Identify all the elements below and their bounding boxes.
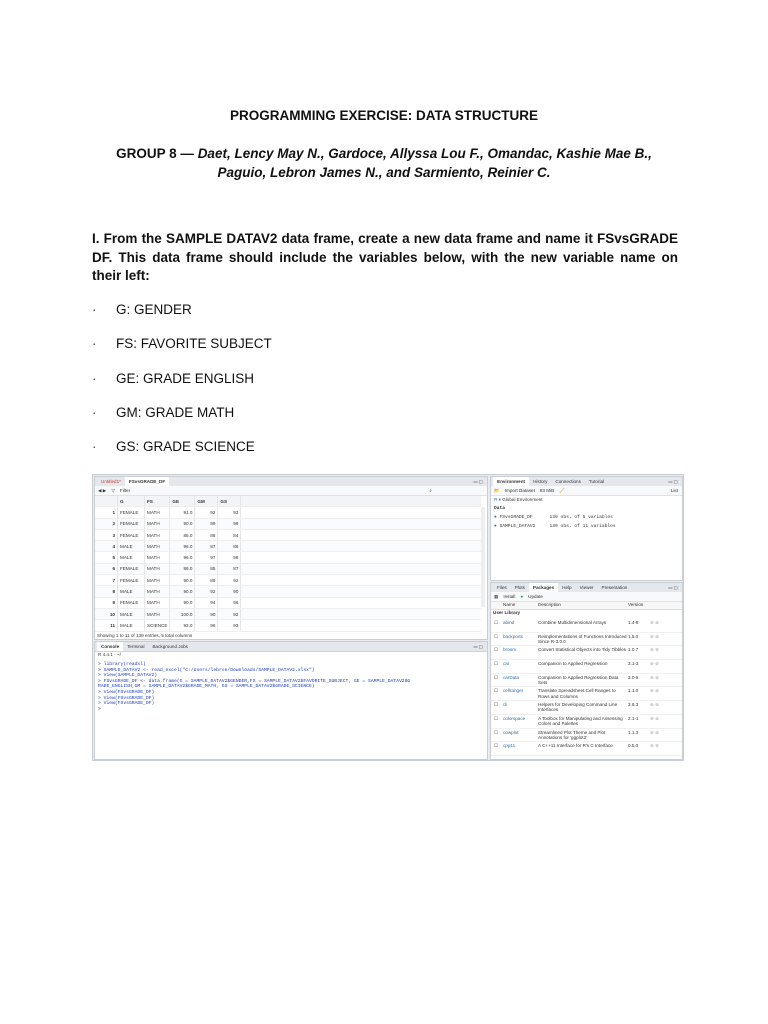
minimize-maximize-icon[interactable]: ▭▢ bbox=[473, 643, 484, 649]
console-line: > bbox=[98, 706, 101, 712]
table-cell: 11 bbox=[95, 620, 118, 631]
package-actions-icon[interactable]: ⊕ ⊗ bbox=[650, 702, 659, 708]
table-cell: 84 bbox=[218, 529, 241, 540]
table-cell: FEMALE bbox=[118, 507, 145, 518]
console-line: > SAMPLE_DATAV2 <- read_excel("C:/Users/lebron/Downloads/SAMPLE_DATAV2.xlsx") bbox=[98, 667, 315, 673]
packages-list bbox=[491, 619, 682, 756]
package-description: Companion to Applied Regression bbox=[538, 661, 608, 667]
package-description: Helpers for Developing Command Line Interfaces bbox=[538, 702, 618, 713]
table-cell: MATH bbox=[145, 575, 170, 586]
tab-untitled1[interactable]: Untitled1* bbox=[101, 479, 121, 484]
console-line: RADE_ENGLISH,GM = SAMPLE_DATAV2$GRADE_MATH, GS = SAMPLE_DATAV2$GRADE_SCIENCE) bbox=[98, 684, 315, 690]
list-item: · GE: GRADE ENGLISH bbox=[92, 370, 255, 386]
package-actions-icon[interactable]: ⊕ ⊗ bbox=[650, 743, 659, 749]
table-row[interactable] bbox=[95, 586, 481, 597]
column-header[interactable]: GS bbox=[218, 496, 241, 507]
table-cell: 86 bbox=[195, 529, 218, 540]
table-cell: 8 bbox=[95, 586, 118, 597]
column-header[interactable]: Description bbox=[538, 602, 561, 607]
expand-icon[interactable]: ● bbox=[494, 524, 497, 529]
list-item[interactable] bbox=[491, 701, 682, 715]
tab-plots[interactable]: Plots bbox=[514, 585, 525, 590]
table-cell: 85 bbox=[195, 563, 218, 574]
table-cell: 92 bbox=[195, 586, 218, 597]
members-line-2: Paguio, Lebron James N., and Sarmiento, Reinier C. bbox=[217, 165, 551, 180]
table-cell: 5 bbox=[95, 552, 118, 563]
memory-indicator[interactable]: 83 MiB bbox=[539, 488, 555, 493]
table-cell: MALE bbox=[118, 541, 145, 552]
table-cell: FEMALE bbox=[118, 563, 145, 574]
checkbox[interactable]: ☐ bbox=[494, 688, 499, 694]
package-version: 3.1-3 bbox=[628, 661, 639, 667]
list-view-button[interactable]: List bbox=[670, 488, 678, 493]
tab-console[interactable]: Console bbox=[97, 642, 123, 651]
packages-pane bbox=[490, 582, 683, 760]
table-cell: 96 bbox=[195, 620, 218, 631]
table-cell: 90 bbox=[195, 608, 218, 619]
table-cell: 2 bbox=[95, 518, 118, 529]
table-row[interactable] bbox=[95, 518, 481, 529]
table-cell: 9 bbox=[95, 597, 118, 608]
table-cell: 92 bbox=[218, 608, 241, 619]
package-description: A Toolbox for Manipulating and Assessing Colors and Palettes bbox=[538, 715, 623, 727]
packages-toolbar bbox=[491, 592, 682, 602]
checkbox[interactable]: ☐ bbox=[494, 729, 499, 735]
grid-header-row bbox=[95, 496, 481, 507]
table-cell: 86.0 bbox=[170, 563, 195, 574]
table-cell: MATH bbox=[145, 518, 170, 529]
table-cell: 99 bbox=[195, 518, 218, 529]
package-actions-icon[interactable]: ⊕ ⊗ bbox=[650, 647, 659, 653]
console-tabbar bbox=[95, 642, 487, 652]
package-name[interactable]: carData bbox=[503, 674, 520, 680]
table-cell: 87 bbox=[218, 563, 241, 574]
package-name[interactable]: cli bbox=[503, 702, 508, 708]
table-cell: 97 bbox=[195, 552, 218, 563]
package-actions-icon[interactable]: ⊕ ⊗ bbox=[650, 715, 659, 721]
back-icon[interactable]: ◀ ▶ bbox=[98, 487, 107, 493]
table-cell: 90.0 bbox=[170, 586, 195, 597]
table-cell: 98 bbox=[218, 552, 241, 563]
package-version: 3.6.3 bbox=[628, 702, 639, 708]
console-line: > FSvsGRADE_DF <- data.frame(G = SAMPLE_DATAV2$GENDER,FS = SAMPLE_DATAV2$FAVORITE_SUBJECT, GE = SAMPLE_DATAV2$G bbox=[98, 678, 411, 684]
package-version: 3.0-5 bbox=[628, 674, 639, 680]
grid-scrollbar[interactable] bbox=[481, 507, 485, 607]
package-actions-icon[interactable]: ⊕ ⊗ bbox=[650, 620, 659, 625]
package-version: 1.1.0 bbox=[628, 688, 639, 694]
table-cell: MALE bbox=[118, 552, 145, 563]
table-cell: SCIENCE bbox=[145, 620, 170, 631]
table-cell: MALE bbox=[118, 608, 145, 619]
table-cell: 10 bbox=[95, 608, 118, 619]
package-version: 1.1.3 bbox=[628, 729, 639, 735]
package-actions-icon[interactable]: ⊕ ⊗ bbox=[650, 633, 659, 639]
package-description: Combine Multidimensional Arrays bbox=[538, 620, 607, 625]
table-cell: MATH bbox=[145, 608, 170, 619]
package-description: Reimplementations of Functions Introduced Since R-3.0.0 bbox=[538, 633, 627, 644]
package-description: Convert Statistical Objects into Tidy Tibbles bbox=[538, 647, 627, 653]
checkbox[interactable]: ☐ bbox=[494, 633, 499, 639]
table-cell: 96.0 bbox=[170, 541, 195, 552]
table-row[interactable] bbox=[95, 507, 481, 518]
checkbox[interactable]: ☐ bbox=[494, 743, 499, 749]
checkbox[interactable]: ☐ bbox=[494, 661, 499, 667]
list-item[interactable] bbox=[491, 674, 682, 688]
table-cell: MATH bbox=[145, 529, 170, 540]
members-line-1: Daet, Lency May N., Gardoce, Allyssa Lou F., Omandac, Kashie Mae B., bbox=[197, 146, 652, 161]
package-description: Streamlined Plot Theme and Plot Annotations for 'ggplot2' bbox=[538, 729, 606, 740]
package-version: 2.1-1 bbox=[628, 715, 639, 721]
expand-icon[interactable]: ● bbox=[494, 515, 497, 520]
table-cell: 6 bbox=[95, 563, 118, 574]
table-cell: 99 bbox=[218, 518, 241, 529]
table-cell: FEMALE bbox=[118, 597, 145, 608]
search-icon[interactable]: ⌕ bbox=[429, 488, 432, 493]
table-cell: 96 bbox=[218, 597, 241, 608]
group-members bbox=[92, 144, 676, 182]
package-name[interactable]: cowplot bbox=[503, 729, 519, 735]
list-item: · FS: FAVORITE SUBJECT bbox=[92, 336, 272, 352]
environment-scope: R ▾ Global Environment bbox=[494, 497, 543, 502]
table-cell: 100.0 bbox=[170, 608, 195, 619]
package-description: Companion to Applied Regression Data Sets bbox=[538, 674, 619, 686]
package-version: 1.5.0 bbox=[628, 633, 639, 639]
list-item[interactable] bbox=[491, 742, 682, 756]
console-pane bbox=[94, 641, 488, 760]
table-cell: 4 bbox=[95, 541, 118, 552]
column-header[interactable] bbox=[95, 496, 118, 507]
table-row[interactable] bbox=[95, 608, 481, 619]
console-path: R 4.4.1 · ~/ bbox=[98, 652, 121, 657]
user-library-header: User Library bbox=[493, 610, 521, 615]
table-row[interactable] bbox=[95, 529, 481, 540]
table-cell: 90.0 bbox=[170, 518, 195, 529]
table-row[interactable] bbox=[95, 563, 481, 574]
table-cell: MATH bbox=[145, 507, 170, 518]
table-cell: MATH bbox=[145, 541, 170, 552]
package-name[interactable]: cpp11 bbox=[503, 743, 516, 749]
list-item[interactable] bbox=[491, 660, 682, 674]
grid-footer: Showing 1 to 11 of 139 entries, 5 total columns bbox=[97, 633, 193, 638]
package-version: 1.0.7 bbox=[628, 647, 639, 653]
table-cell: 89 bbox=[195, 575, 218, 586]
column-header[interactable]: GM bbox=[195, 496, 218, 507]
document-title: PROGRAMMING EXERCISE: DATA STRUCTURE bbox=[229, 108, 538, 123]
rstudio-screenshot bbox=[92, 474, 684, 761]
tab-help[interactable]: Help bbox=[562, 585, 572, 590]
table-cell: MALE bbox=[118, 586, 145, 597]
tab-presentation[interactable]: Presentation bbox=[601, 585, 628, 590]
environment-pane bbox=[490, 476, 683, 581]
broom-icon[interactable]: 🧹 bbox=[559, 487, 565, 493]
package-actions-icon[interactable]: ⊕ ⊗ bbox=[650, 729, 659, 735]
table-cell: 93 bbox=[218, 507, 241, 518]
minimize-maximize-icon[interactable]: ▭▢ bbox=[668, 584, 679, 590]
data-grid bbox=[95, 496, 481, 632]
column-header[interactable]: Version bbox=[628, 602, 644, 607]
table-row[interactable] bbox=[95, 575, 481, 586]
package-name[interactable]: cellranger bbox=[503, 688, 524, 694]
checkbox[interactable]: ☐ bbox=[494, 647, 499, 653]
table-cell: 93 bbox=[218, 620, 241, 631]
package-description: A C++11 Interface for R's C Interface bbox=[538, 743, 613, 749]
environment-section: Data bbox=[494, 506, 506, 511]
list-item: · G: GENDER bbox=[92, 302, 192, 317]
column-header[interactable]: GE bbox=[170, 496, 195, 507]
tab-background-jobs[interactable]: Background Jobs bbox=[152, 644, 188, 649]
table-row[interactable] bbox=[95, 541, 481, 552]
table-cell: MATH bbox=[145, 597, 170, 608]
table-row[interactable] bbox=[95, 620, 481, 631]
table-cell: 86.0 bbox=[170, 529, 195, 540]
source-pane bbox=[94, 476, 488, 640]
package-actions-icon[interactable]: ⊕ ⊗ bbox=[650, 688, 659, 694]
tab-fsvsgrade-df[interactable]: FSvsGRADE_DF bbox=[125, 477, 169, 486]
tab-packages[interactable]: Packages bbox=[529, 583, 558, 592]
list-item[interactable] bbox=[491, 619, 682, 633]
package-description: Translate Spreadsheet Cell Ranges to Rows and Columns bbox=[538, 688, 616, 699]
tab-tutorial[interactable]: Tutorial bbox=[588, 479, 605, 484]
packages-header bbox=[491, 602, 682, 610]
update-button[interactable]: Update bbox=[528, 594, 543, 599]
table-cell: MALE bbox=[118, 620, 145, 631]
table-cell: 92 bbox=[195, 507, 218, 518]
tab-history[interactable]: History bbox=[533, 479, 548, 484]
table-cell: 90.0 bbox=[170, 597, 195, 608]
table-cell: 1 bbox=[95, 507, 118, 518]
environment-item[interactable]: ● SAMPLE_DATAV2 139 obs. of 11 variables bbox=[494, 524, 616, 529]
list-item[interactable] bbox=[491, 729, 682, 743]
package-version: 1.4-8 bbox=[628, 620, 639, 625]
column-header[interactable]: Name bbox=[503, 602, 516, 607]
table-row[interactable] bbox=[95, 552, 481, 563]
column-header[interactable]: G bbox=[118, 496, 145, 507]
tab-environment[interactable]: Environment bbox=[493, 477, 529, 486]
checkbox[interactable]: ☐ bbox=[494, 702, 499, 708]
variable-list bbox=[92, 302, 592, 473]
table-row[interactable] bbox=[95, 597, 481, 608]
table-cell: 90 bbox=[218, 586, 241, 597]
package-name[interactable]: colorspace bbox=[503, 715, 526, 721]
viewer-toolbar bbox=[95, 486, 487, 496]
filter-label[interactable]: Filter bbox=[119, 488, 131, 493]
checkbox[interactable]: ☐ bbox=[494, 715, 499, 721]
list-item[interactable] bbox=[491, 715, 682, 729]
minimize-maximize-icon[interactable]: ▭▢ bbox=[668, 478, 679, 484]
table-cell: FEMALE bbox=[118, 529, 145, 540]
table-cell: MATH bbox=[145, 586, 170, 597]
table-cell: FEMALE bbox=[118, 518, 145, 529]
package-name[interactable]: broom bbox=[503, 647, 517, 653]
package-version: 0.5.0 bbox=[628, 743, 639, 749]
package-name[interactable]: backports bbox=[503, 633, 523, 639]
table-cell: 90.0 bbox=[170, 575, 195, 586]
list-item[interactable] bbox=[491, 646, 682, 660]
tab-viewer[interactable]: Viewer bbox=[579, 585, 594, 590]
table-cell: 92 bbox=[218, 575, 241, 586]
package-actions-icon[interactable]: ⊕ ⊗ bbox=[650, 661, 659, 667]
table-cell: 93.0 bbox=[170, 620, 195, 631]
tab-terminal[interactable]: Terminal bbox=[127, 644, 145, 649]
list-item: · GM: GRADE MATH bbox=[92, 404, 235, 420]
list-item: · GS: GRADE SCIENCE bbox=[92, 439, 255, 455]
update-icon[interactable]: ● bbox=[520, 594, 524, 599]
checkbox[interactable]: ☐ bbox=[494, 674, 499, 680]
list-item[interactable] bbox=[491, 687, 682, 701]
table-cell: 86 bbox=[218, 541, 241, 552]
tab-connections[interactable]: Connections bbox=[555, 479, 581, 484]
table-cell: 87 bbox=[195, 541, 218, 552]
table-cell: 3 bbox=[95, 529, 118, 540]
table-cell: MATH bbox=[145, 563, 170, 574]
console-line: > View(SAMPLE_DATAV2) bbox=[98, 673, 158, 679]
package-actions-icon[interactable]: ⊕ ⊗ bbox=[650, 674, 659, 680]
install-button[interactable]: Install bbox=[503, 594, 516, 599]
question-text: I. From the SAMPLE DATAV2 data frame, create a new data frame and name it FSvsGRADE DF. This data frame should include the variables below, with the new variable name on their left: bbox=[92, 231, 678, 283]
console-line: > View(FSvsGRADE_DF) bbox=[98, 701, 155, 707]
package-name[interactable]: car bbox=[503, 661, 510, 667]
console-line: > library(readxl) bbox=[98, 662, 146, 667]
import-dataset-button[interactable]: Import Dataset bbox=[504, 488, 535, 493]
table-cell: 94 bbox=[195, 597, 218, 608]
minimize-maximize-icon[interactable]: ▭▢ bbox=[473, 478, 484, 484]
checkbox[interactable]: ☐ bbox=[494, 620, 499, 625]
group-label: GROUP 8 — bbox=[116, 146, 194, 161]
table-cell: MATH bbox=[145, 552, 170, 563]
table-cell: 96.0 bbox=[170, 552, 195, 563]
install-icon[interactable]: ▦ bbox=[494, 593, 499, 599]
environment-item[interactable]: ● FSvsGRADE_DF 139 obs. of 5 variables bbox=[494, 515, 613, 520]
filter-icon[interactable]: ▽ bbox=[111, 487, 115, 493]
package-name[interactable]: abind bbox=[503, 620, 515, 625]
tab-files[interactable]: Files bbox=[497, 585, 507, 590]
open-icon[interactable]: 📂 bbox=[494, 487, 500, 493]
console-line: > View(FSvsGRADE_DF) bbox=[98, 695, 155, 701]
console-output[interactable] bbox=[98, 662, 484, 712]
column-header[interactable]: FS bbox=[145, 496, 170, 507]
table-cell: FEMALE bbox=[118, 575, 145, 586]
list-item[interactable] bbox=[491, 633, 682, 647]
console-line: > View(FSvsGRADE_DF) bbox=[98, 689, 155, 695]
table-cell: 7 bbox=[95, 575, 118, 586]
r-icon: R ▾ bbox=[494, 497, 501, 502]
table-cell: 91.0 bbox=[170, 507, 195, 518]
environment-toolbar bbox=[491, 486, 682, 496]
